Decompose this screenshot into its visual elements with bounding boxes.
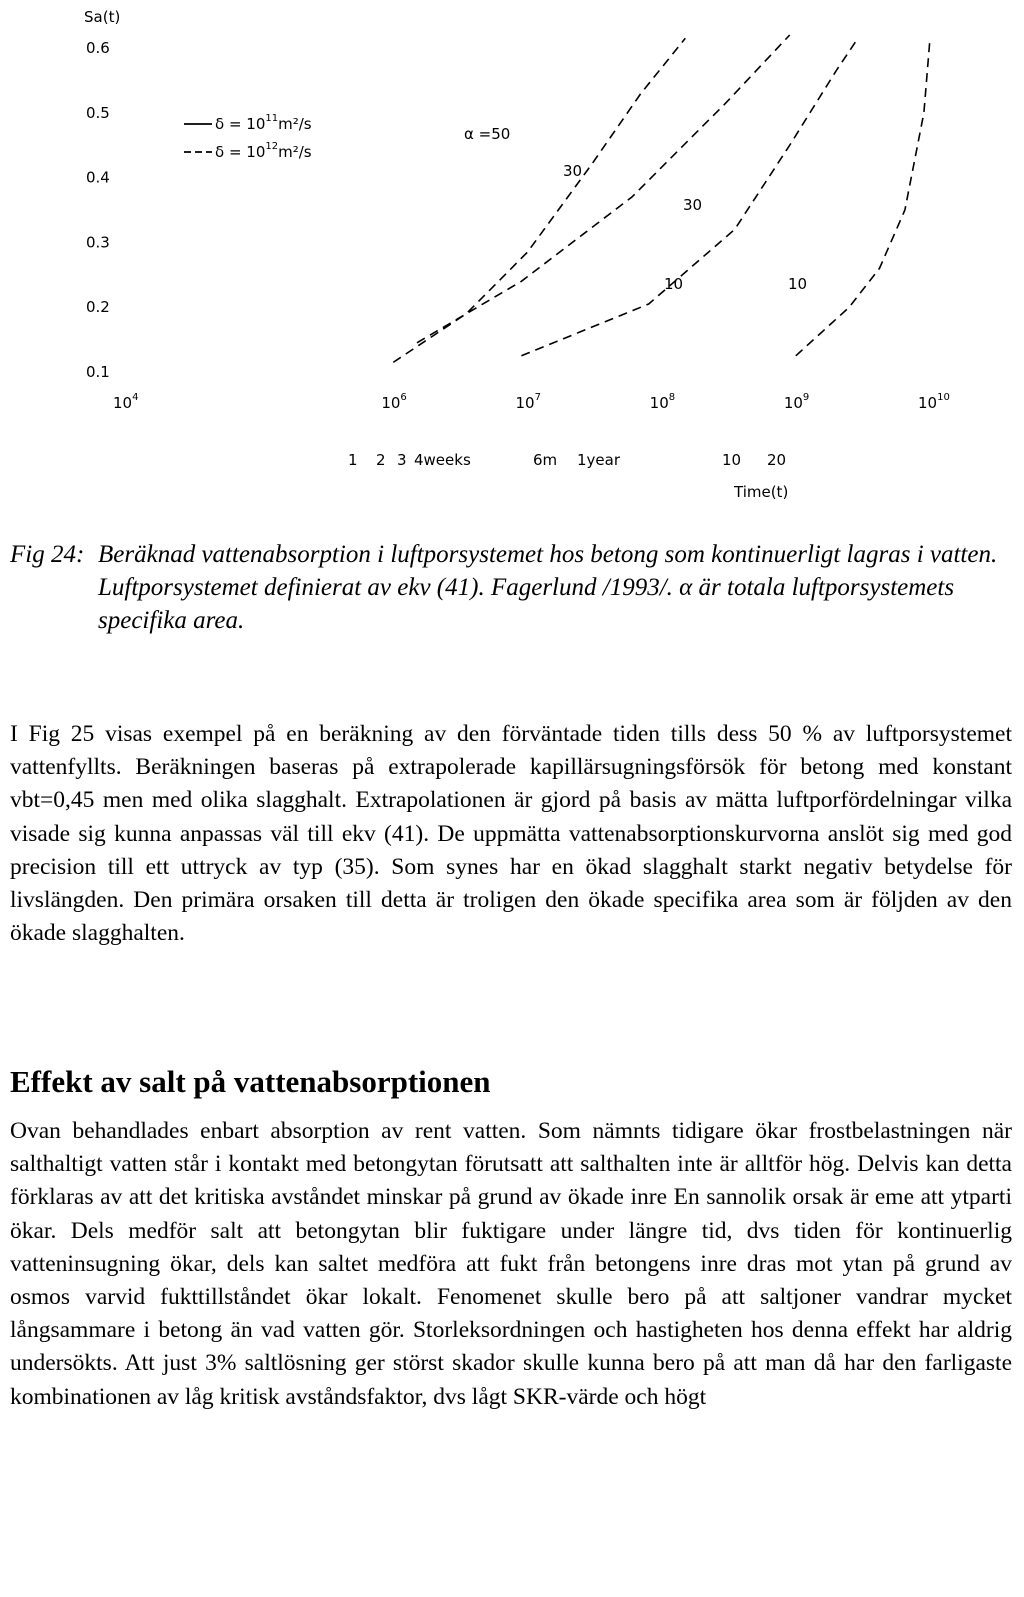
- x-axis-label: Time(t): [734, 483, 789, 501]
- time-marker-6m: 6m: [533, 451, 558, 469]
- curve-label-30a: 30: [563, 162, 583, 180]
- x-tick-10^8: $10^8$: [649, 392, 676, 412]
- figure-caption: [10, 538, 1010, 637]
- y-tick-0.6: 0.6: [86, 39, 110, 57]
- x-tick-10^9: $10^9$: [783, 392, 810, 412]
- curves: [393, 35, 930, 362]
- body-paragraph-1: I Fig 25 visas exempel på en beräkning av den förväntade tiden tills dess 50 % av luftporsystemet vattenfyllts. Beräkningen baseras på extrapolerade kapillärsugningsförsök för betong med konstant vbt=0,45 men med olika slagghalt. Extrapolationen är gjord på basis av mätta luftporfördelningar vilka visade sig kunna anpassas väl till ekv (41). De uppmätta vattenabsorptionskurvorna anslöt sig med god precision till ett uttryck av typ (35). Som synes har en ökad slagghalt starkt negativ betydelse för livslängden. Den primära orsaken till detta är troligen den ökade specifika area som är följden av den ökade slagghalten.: [10, 721, 1012, 947]
- curve-label-10b: 10: [788, 275, 808, 293]
- y-tick-0.1: 0.1: [86, 363, 110, 381]
- legend-entry-2: $\delta = 10^{12}m^2/s$: [215, 141, 312, 161]
- caption-text: Beräknad vattenabsorption i luftporsystemet hos betong som kontinuerligt lagras i vatten. Luftporsystemet definierat av ekv (41). Fagerlund /1993/. α är totala luftporsystemets specifika area.: [98, 541, 998, 634]
- time-markers: [348, 451, 786, 469]
- legend: [184, 113, 312, 161]
- time-marker-2: 2: [376, 451, 386, 469]
- absorption-chart: [0, 0, 1024, 515]
- time-marker-20: 20: [767, 451, 787, 469]
- curve-1: [393, 38, 685, 362]
- y-tick-labels: [86, 39, 110, 381]
- y-tick-0.3: 0.3: [86, 233, 110, 252]
- curve-label-30b: 30: [683, 196, 703, 214]
- y-tick-0.5: 0.5: [86, 103, 110, 122]
- x-tick-10^7: $10^7$: [515, 392, 541, 412]
- y-tick-0.4: 0.4: [86, 168, 110, 187]
- curve-2: [417, 35, 790, 343]
- legend-entry-1: $\delta = 10^{11}m^2/s$: [215, 113, 312, 133]
- x-tick-10^6: $10^6$: [381, 392, 407, 412]
- time-marker-1: 1: [348, 451, 358, 469]
- y-tick-0.2: 0.2: [86, 298, 110, 317]
- time-marker-10: 10: [722, 451, 742, 469]
- x-tick-labels: [113, 392, 950, 412]
- body-paragraph-2: Ovan behandlades enbart absorption av rent vatten. Som nämnts tidigare ökar frostbelastningen när salthaltigt vatten står i kontakt med betongytan förutsatt att salthalten inte är alltför hög. Delvis kan detta förklaras av att det kritiska avståndet minskar på grund av ökade inre En sannolik orsak är eme att ytparti ökar. Dels medför salt att betongytan blir fuktigare under längre tid, dvs tiden för kontinuerlig vatteninsugning ökar, dels kan saltet medföra att fukt från betongens inre dras mot ytan på grund av osmos varvid fukttillståndet ökar lokalt. Fenomenet skulle bero på att saltjoner vandrar mycket långsammare i betong än vad vatten gör. Storleksordningen och hastigheten hos denna effekt har aldrig undersökts. Att just 3% saltlösning ger störst skador skulle kunna bero på att man då har den farligaste kombinationen av låg kritisk avståndsfaktor, dvs lågt SKR-värde och högt: [10, 1118, 1012, 1410]
- caption-number: Fig 24:: [10, 541, 85, 568]
- x-tick-10^10: $10^{10}$: [918, 392, 950, 412]
- x-tick-10^4: $10^4$: [113, 392, 139, 412]
- time-marker-3: 3: [397, 451, 407, 469]
- y-axis-label: Sa(t): [84, 8, 121, 26]
- curve-4: [796, 38, 930, 356]
- curve-label-10a: 10: [664, 275, 684, 293]
- section-heading: Effekt av salt på vattenabsorptionen: [10, 1064, 491, 1099]
- alpha-label: α =50: [464, 125, 511, 143]
- time-marker-1year: 1year: [577, 451, 621, 469]
- time-marker-4weeks: 4weeks: [414, 451, 471, 469]
